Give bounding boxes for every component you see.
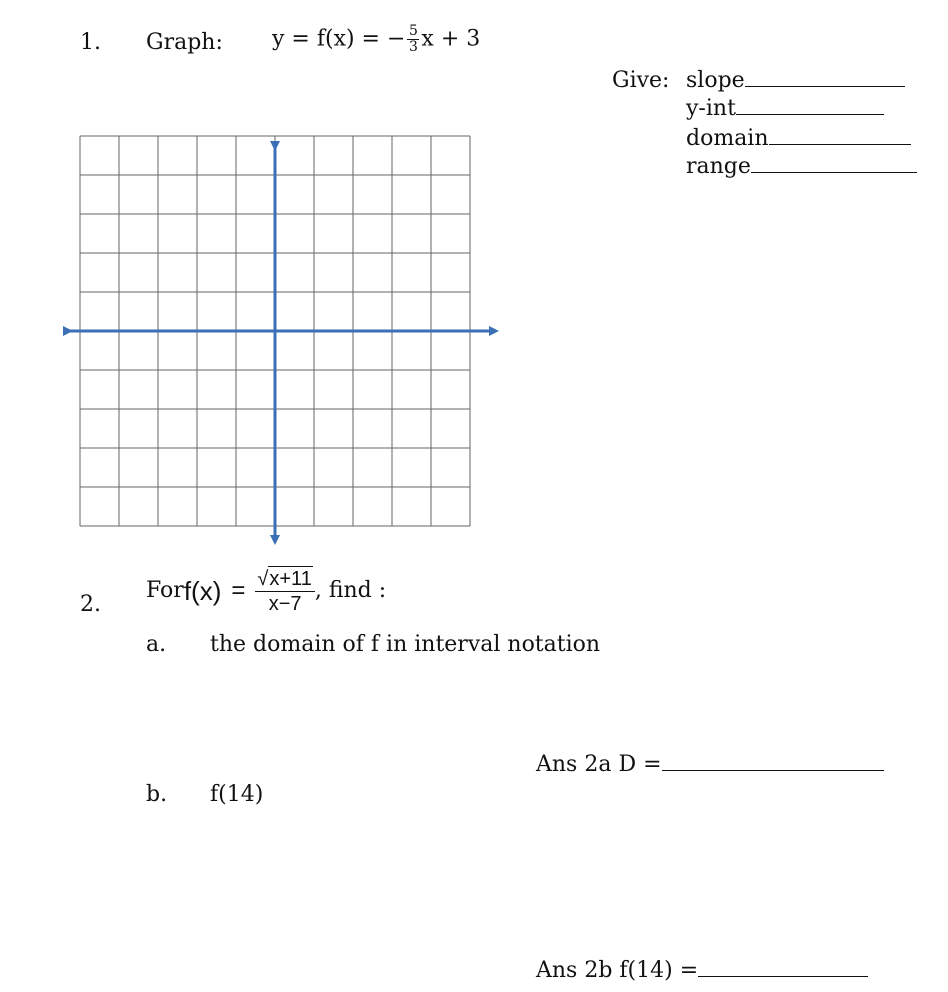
- fraction-denominator: 3: [408, 39, 418, 55]
- coordinate-grid: [60, 130, 520, 550]
- radical-symbol: √: [257, 568, 269, 590]
- part-b-label: b.: [146, 782, 168, 807]
- answer-domain-blank[interactable]: [769, 126, 911, 145]
- problem-1-label: Graph:: [146, 30, 223, 55]
- answer-slope: [686, 68, 905, 94]
- answer-yint-label: y-int: [686, 96, 736, 121]
- answer-yint: [686, 96, 884, 122]
- give-label: Give:: [612, 68, 670, 93]
- answer-2b: [536, 958, 868, 984]
- problem-1-number: 1.: [80, 30, 101, 55]
- equation-rhs: x + 3: [421, 26, 481, 52]
- part-a-label: a.: [146, 632, 167, 657]
- problem-2-statement: [146, 566, 386, 616]
- radicand: x+11: [269, 568, 312, 590]
- problem-1-equation: [272, 24, 480, 55]
- answer-range: [686, 154, 917, 180]
- find-text: , find :: [314, 578, 387, 603]
- equation-lhs: y = f(x) = −: [272, 26, 406, 52]
- function-denominator: x−7: [268, 593, 302, 615]
- for-word: For: [146, 578, 184, 603]
- function-numerator: [255, 566, 314, 592]
- answer-range-blank[interactable]: [751, 154, 917, 173]
- answer-domain-label: domain: [686, 126, 769, 151]
- part-a-text: the domain of f in interval notation: [210, 632, 601, 657]
- answer-2a: [536, 752, 884, 778]
- answer-2b-label: Ans 2b f(14) =: [536, 958, 699, 983]
- equation-fraction: [407, 24, 419, 55]
- answer-slope-label: slope: [686, 68, 745, 93]
- fraction-numerator: 5: [408, 23, 418, 39]
- answer-range-label: range: [686, 154, 751, 179]
- answer-2a-label: Ans 2a D =: [536, 752, 662, 777]
- answer-2b-blank[interactable]: [698, 958, 868, 977]
- answer-yint-blank[interactable]: [736, 96, 884, 115]
- answer-domain: [686, 126, 911, 152]
- equals-sign: =: [231, 577, 246, 604]
- part-b-text: f(14): [210, 782, 264, 807]
- function-fraction: [255, 566, 314, 616]
- problem-2-number: 2.: [80, 592, 101, 617]
- answer-2a-blank[interactable]: [662, 752, 884, 771]
- answer-slope-blank[interactable]: [745, 68, 905, 87]
- function-name: f(x): [183, 576, 222, 606]
